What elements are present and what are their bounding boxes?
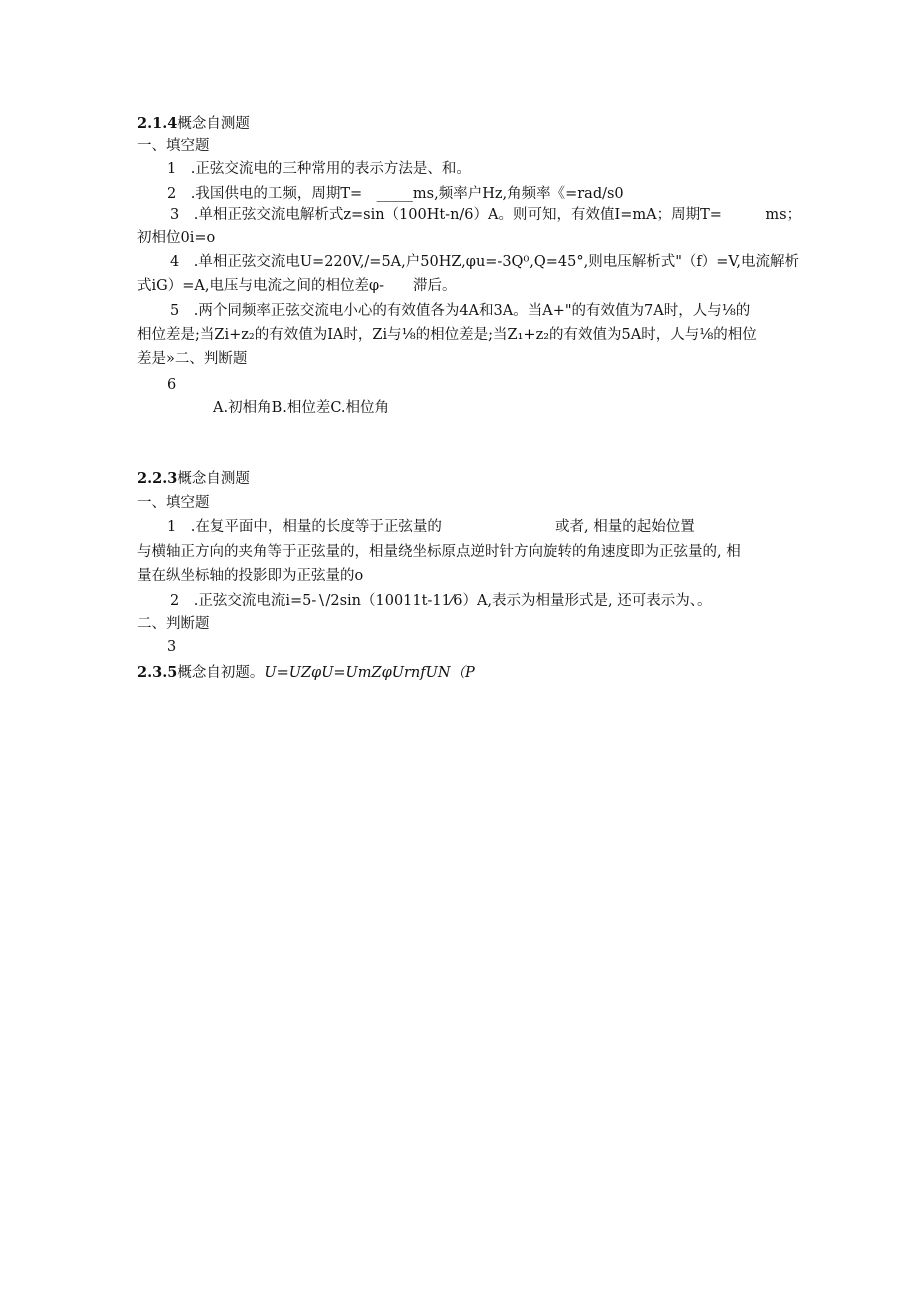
question-3-line1: 3 .单相正弦交流电解析式z=sin（100Ht-n/6）A。则可知，有效值I=mA；周期T= ms；	[170, 207, 802, 223]
question-1-line3: 量在纵坐标轴的投影即为正弦量的o	[137, 568, 364, 584]
judgement-heading: 二、判断题	[137, 616, 210, 632]
fill-blank-heading: 一、填空题	[137, 495, 210, 511]
question-5-line3: 差是»二、判断题	[137, 351, 248, 367]
answer-options: A.初相角B.相位差C.相位角	[213, 400, 390, 416]
question-2: 2 .正弦交流电流i=5-∖/2sin（10011t-11⁄6）A,表示为相量形式是, 还可表示为、。	[170, 593, 712, 609]
question-1-line2: 与横轴正方向的夹角等于正弦量的，相量绕坐标原点逆时针方向旋转的角速度即为正弦量的, 相	[137, 544, 741, 560]
question-5-line1: 5 .两个同频率正弦交流电小心的有效值各为4A和3A。当A+"的有效值为7A时，人与⅛的	[170, 303, 751, 319]
question-6-number: 6	[167, 377, 177, 393]
fill-blank-heading: 一、填空题	[137, 138, 210, 154]
section-heading-2-2-3: 2.2.3概念自测题	[137, 470, 250, 487]
question-1-line1-right: 或者, 相量的起始位置	[555, 519, 695, 535]
question-5-line2: 相位差是;当Zi+z₂的有效值为IA时，Zi与⅛的相位差是;当Z₁+z₂的有效值为5A时，人与⅛的相位	[137, 327, 757, 343]
question-4-line2: 式iG）=A,电压与电流之间的相位差φ- 滞后。	[137, 278, 457, 294]
question-3-number: 3	[167, 639, 177, 655]
section-heading-2-1-4: 2.1.4概念自测题	[137, 115, 250, 132]
phasor-formula: U=UZφU=UmZφUrnfUN（P	[264, 665, 475, 681]
question-2: 2 .我国供电的工频，周期T= _____ms,频率户Hz,角频率《=rad/s0	[167, 186, 624, 202]
question-1-line1-left: 1 .在复平面中，相量的长度等于正弦量的	[167, 519, 442, 535]
question-3-line2: 初相位0i=o	[137, 230, 216, 246]
question-1: 1 .正弦交流电的三种常用的表示方法是、和。	[167, 161, 471, 177]
question-4-line1: 4 .单相正弦交流电U=220V,/=5A,户50HZ,φu=-3Q⁰,Q=45°,则电压解析式"（f）=V,电流解析	[170, 254, 799, 270]
section-heading-2-3-5: 2.3.5概念自初题。U=UZφU=UmZφUrnfUN（P	[137, 664, 475, 681]
